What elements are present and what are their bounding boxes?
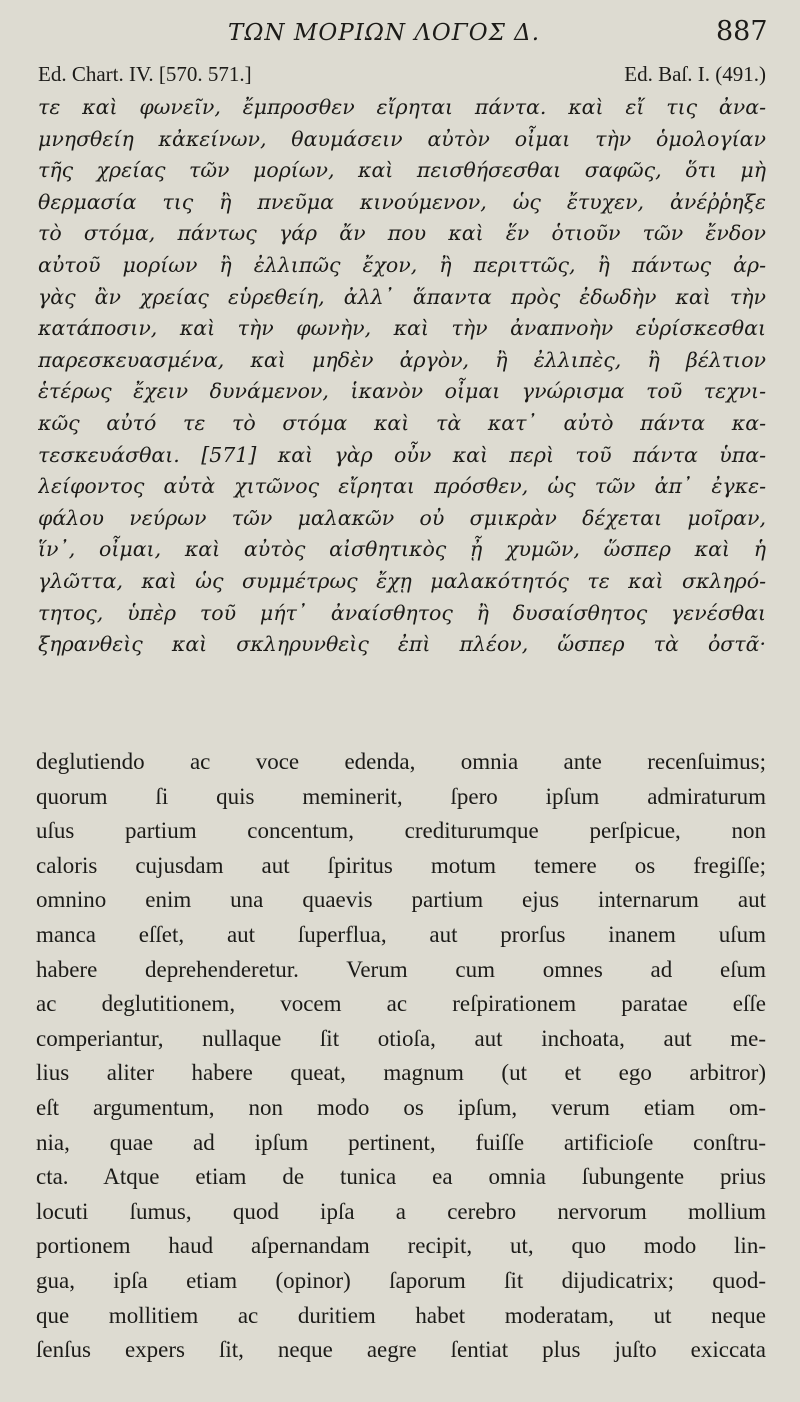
greek-line: παρεσκευασμένα, καὶ μηδὲν ἀργὸν, ἢ ἐλλιπὲς, ἢ βέλτιον xyxy=(38,347,766,372)
latin-line: habere deprehenderetur. Verum cum omnes ad eſum xyxy=(36,956,766,982)
edition-basel: Ed. Baſ. I. (491.) xyxy=(624,62,766,86)
latin-line: omnino enim una quaevis partium ejus internarum aut xyxy=(36,887,766,913)
greek-line: θερμασία τις ἢ πνεῦμα κινούμενον, ὡς ἔτυχεν, ἀνέῤῥηξε xyxy=(38,189,766,214)
greek-line: μνησθείη κἀκείνων, θαυμάσειν αὐτὸν οἶμαι τὴν ὁμολογίαν xyxy=(38,126,766,151)
latin-line: comperiantur, nullaque ſit otioſa, aut inchoata, aut me- xyxy=(36,1025,766,1051)
latin-line: locuti ſumus, quod ipſa a cerebro nervorum mollium xyxy=(36,1198,766,1224)
latin-line: ac deglutitionem, vocem ac reſpirationem paratae eſſe xyxy=(36,991,766,1017)
greek-line: φάλου νεύρων τῶν μαλακῶν οὐ σμικρὰν δέχεται μοῖραν, xyxy=(38,505,766,530)
greek-line: γλῶττα, καὶ ὡς συμμέτρως ἔχῃ μαλακότητός τε καὶ σκληρό- xyxy=(38,568,766,593)
latin-line: lius aliter habere queat, magnum (ut et ego arbitror) xyxy=(36,1060,766,1086)
greek-line: τεσκευάσθαι. [571] καὶ γὰρ οὖν καὶ περὶ τοῦ πάντα ὑπα- xyxy=(38,442,766,467)
greek-line: τητος, ὑπὲρ τοῦ μήτ᾿ ἀναίσθητος ἢ δυσαίσθητος γενέσθαι xyxy=(38,600,766,625)
greek-line: κατάποσιν, καὶ τὴν φωνὴν, καὶ τὴν ἀναπνοὴν εὑρίσκεσθαι xyxy=(38,316,766,341)
greek-line: κῶς αὐτό τε τὸ στόμα καὶ τὰ κατ᾿ αὐτὸ πάντα κα- xyxy=(38,410,766,435)
greek-line: τε καὶ φωνεῖν, ἔμπροσθεν εἴρηται πάντα. καὶ εἴ τις ἀνα- xyxy=(38,95,766,119)
latin-line: gua, ipſa etiam (opinor) ſaporum ſit dijudicatrix; quod- xyxy=(36,1267,766,1293)
greek-line: ἑτέρως ἔχειν δυνάμενον, ἱκανὸν οἶμαι γνώρισμα τοῦ τεχνι- xyxy=(38,379,766,404)
greek-line: τῆς χρείας τῶν μορίων, καὶ πεισθήσεσθαι σαφῶς, ὅτι μὴ xyxy=(38,158,766,183)
greek-line: λείφοντος αὐτὰ χιτῶνος εἴρηται πρόσθεν, ὡς τῶν ἀπ᾿ ἐγκε- xyxy=(38,474,766,499)
latin-line: deglutiendo ac voce edenda, omnia ante recenſuimus; xyxy=(36,749,766,774)
edition-chartier: Ed. Chart. IV. [570. 571.] xyxy=(38,62,252,86)
edition-references xyxy=(38,62,766,90)
page-number: 887 xyxy=(716,16,768,47)
latin-line: cta. Atque etiam de tunica ea omnia ſubungente prius xyxy=(36,1164,766,1190)
latin-line: eſt argumentum, non modo os ipſum, verum etiam om- xyxy=(36,1094,766,1120)
greek-line: τὸ στόμα, πάντως γάρ ἄν που καὶ ἕν ὁτιοῦν τῶν ἔνδον xyxy=(38,221,766,246)
latin-line: caloris cujusdam aut ſpiritus motum temere os fregiſſe; xyxy=(36,852,766,878)
latin-line: que mollitiem ac duritiem habet moderatam, ut neque xyxy=(36,1302,766,1328)
greek-line: γὰς ἂν χρείας εὑρεθείη, ἀλλ᾿ ἅπαντα πρὸς ἐδωδὴν καὶ τὴν xyxy=(38,284,766,309)
latin-translation xyxy=(36,745,766,1368)
running-title: ΤΩΝ ΜΟΡΙΩΝ ΛΟΓΟΣ Δ. xyxy=(228,20,541,46)
latin-line: manca eſſet, aut ſuperflua, aut prorſus inanem uſum xyxy=(36,921,766,947)
latin-line: portionem haud aſpernandam recipit, ut, quo modo lin- xyxy=(36,1233,766,1259)
latin-line: uſus partium concentum, crediturumque perſpicue, non xyxy=(36,818,766,844)
greek-line: αὐτοῦ μορίων ἢ ἐλλιπῶς ἔχον, ἢ περιττῶς, ἢ πάντως ἀρ- xyxy=(38,252,766,277)
latin-line: nia, quae ad ipſum pertinent, fuiſſe artificioſe conſtru- xyxy=(36,1129,766,1155)
running-head xyxy=(0,16,800,56)
greek-line: ξηρανθεὶς καὶ σκληρυνθεὶς ἐπὶ πλέον, ὥσπερ τὰ ὀστᾶ· xyxy=(38,632,766,657)
latin-line: ſenſus expers ſit, neque aegre ſentiat plus juſto exiccata xyxy=(36,1337,766,1363)
latin-line: quorum ſi quis meminerit, ſpero ipſum admiraturum xyxy=(36,783,766,809)
greek-line: ἵν᾿, οἶμαι, καὶ αὐτὸς αἰσθητικὸς ᾖ χυμῶν, ὥσπερ καὶ ἡ xyxy=(38,537,766,562)
greek-text xyxy=(38,92,766,661)
